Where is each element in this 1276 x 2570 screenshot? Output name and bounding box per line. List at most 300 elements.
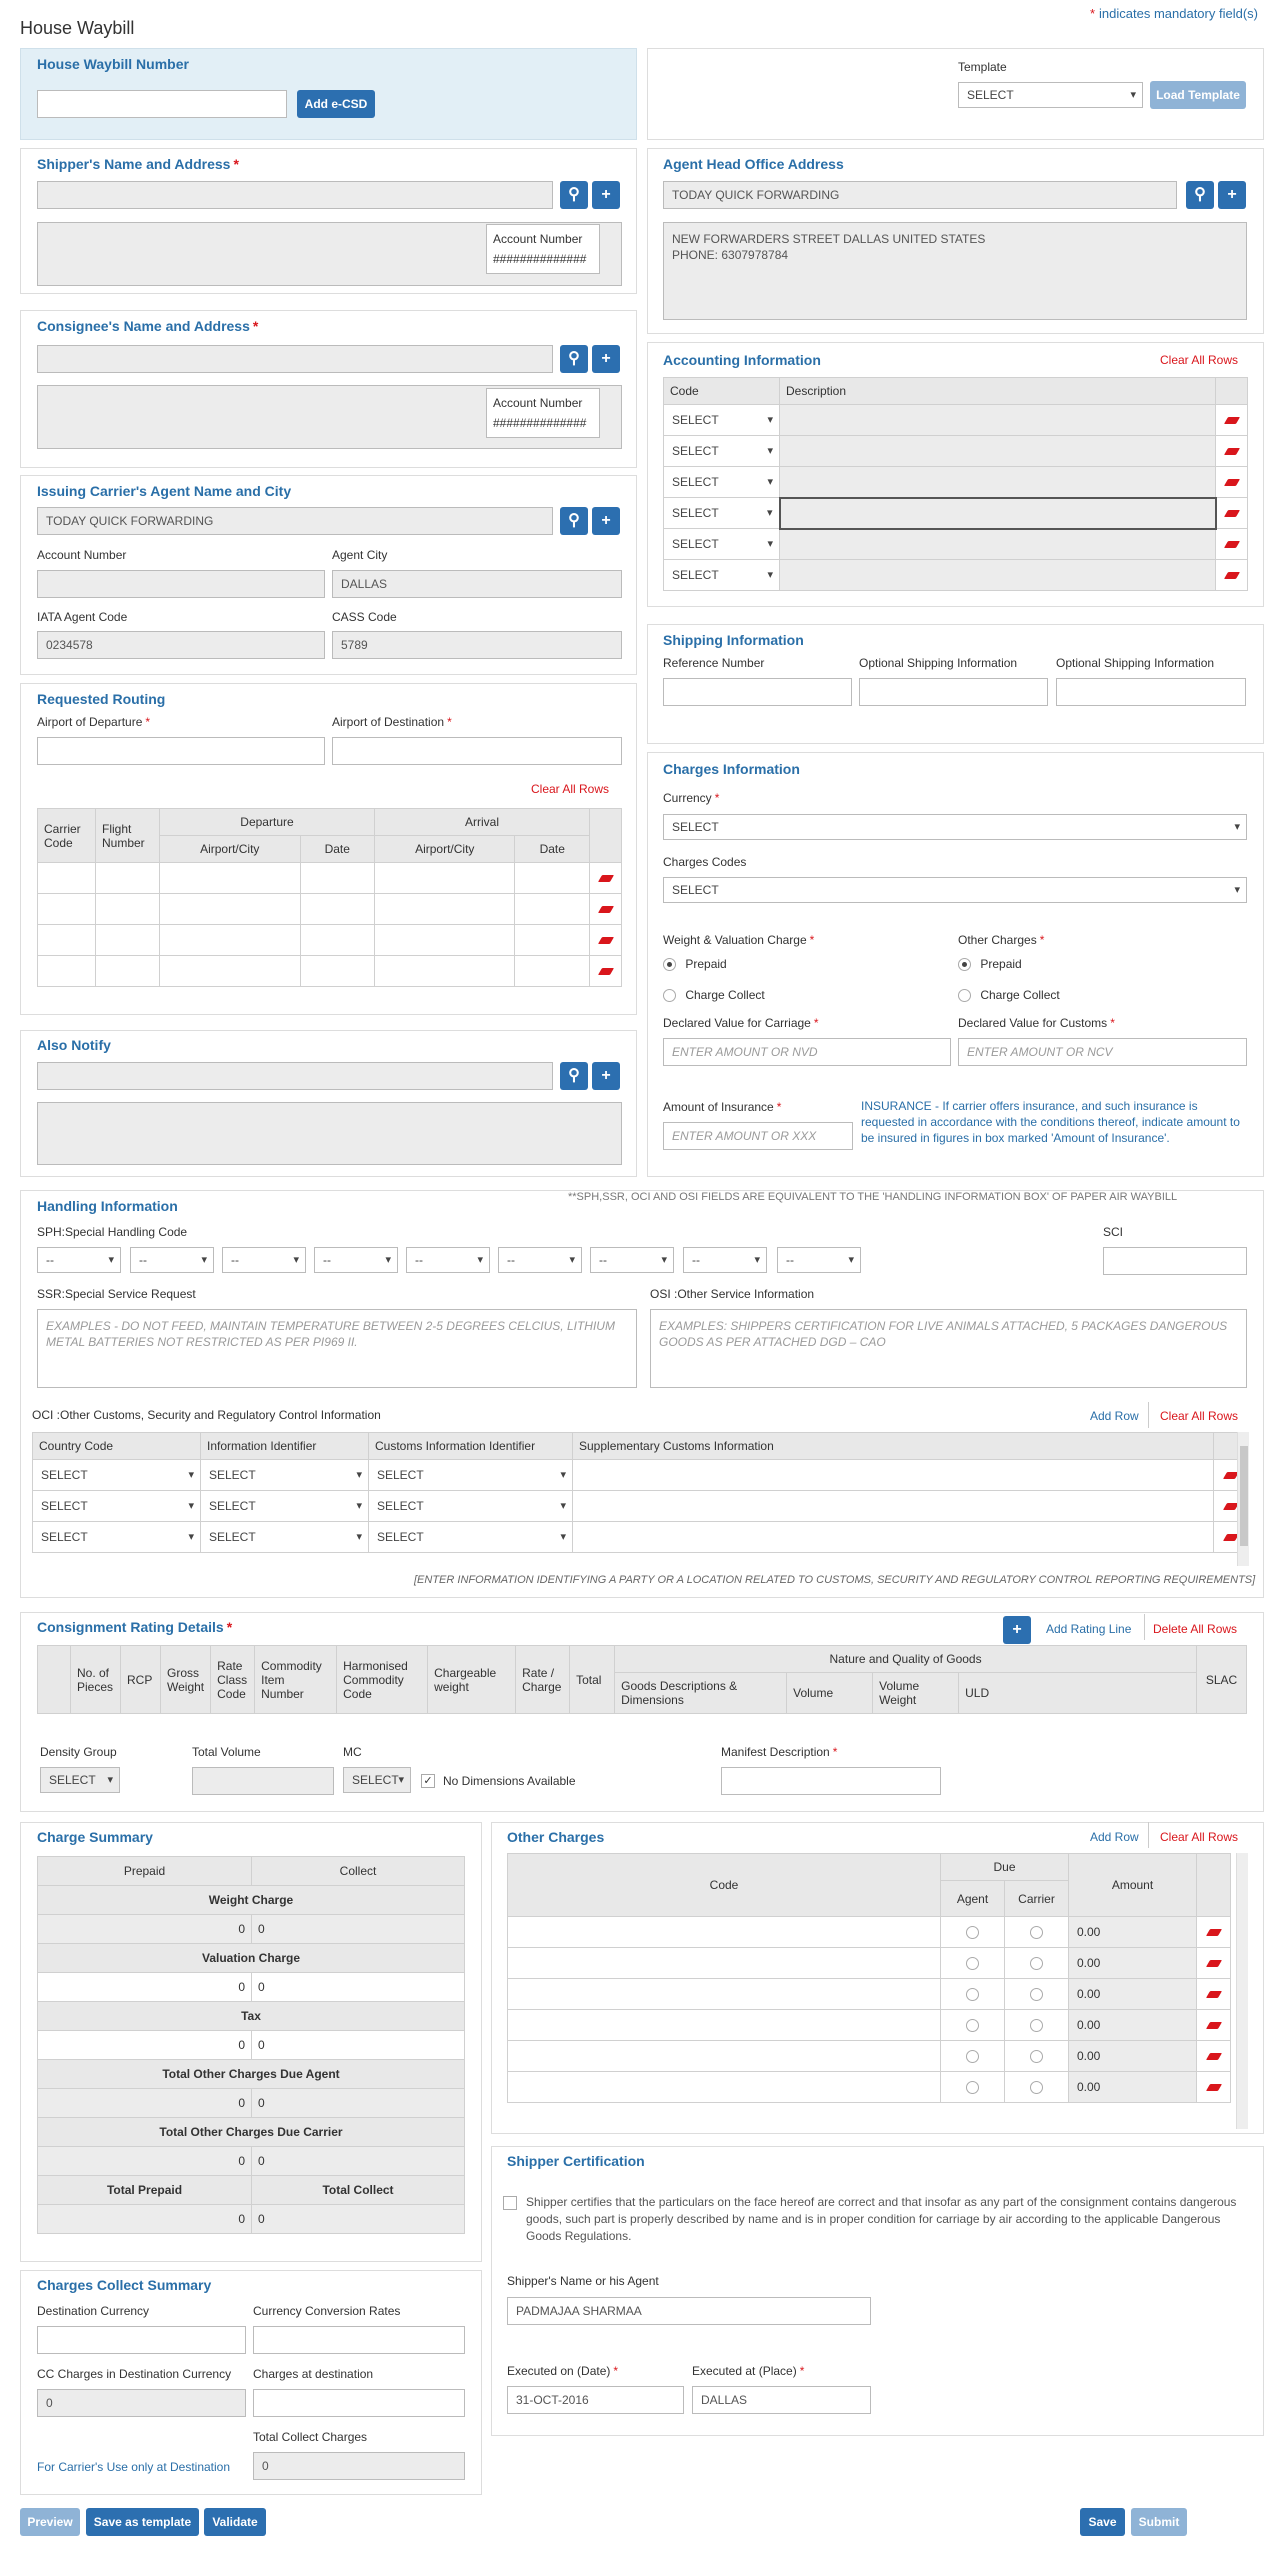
radio-selected-icon[interactable] — [958, 958, 971, 971]
other-charges-clear-link[interactable]: Clear All Rows — [1160, 1830, 1239, 1844]
eraser-icon[interactable] — [597, 937, 613, 944]
cs-total-prepaid-value: 0 — [38, 2205, 252, 2234]
oci-scrollbar[interactable] — [1237, 1432, 1249, 1566]
oci-col-info: Information Identifier — [201, 1433, 369, 1460]
also-notify-title: Also Notify — [37, 1037, 111, 1053]
table-row — [508, 2072, 1231, 2103]
cs-weight-label: Weight Charge — [38, 1886, 465, 1915]
sph-select-8[interactable]: -- ▾ — [683, 1247, 767, 1273]
oci-footer-note: [ENTER INFORMATION IDENTIFYING A PARTY OR A LOCATION RELATED TO CUSTOMS, SECURITY AND REGULATORY CONTROL REPORTING REQUIREMENTS] — [414, 1574, 1256, 1586]
hwb-title: House Waybill Number — [37, 56, 189, 72]
oci-customs-select[interactable]: SELECT ▾ — [369, 1522, 572, 1552]
cc-charges-label: CC Charges in Destination Currency — [37, 2367, 232, 2381]
conv-rates-label: Currency Conversion Rates — [253, 2304, 401, 2318]
radio-icon[interactable] — [966, 1926, 979, 1939]
consignee-title — [37, 318, 258, 334]
consignee-search-icon[interactable]: ⚲ — [560, 345, 588, 373]
consignment-title — [37, 1619, 232, 1635]
routing-cell[interactable] — [96, 894, 160, 925]
oci-table — [32, 1432, 1248, 1553]
radio-icon[interactable] — [966, 1988, 979, 2001]
shipper-search-icon[interactable]: ⚲ — [560, 181, 588, 209]
routing-cell[interactable] — [515, 863, 590, 894]
agent-ho-address-textarea[interactable] — [663, 222, 1247, 320]
other-charges-label-text: Other Charges — [958, 933, 1037, 947]
shipping-title: Shipping Information — [663, 632, 804, 648]
table-row — [508, 1979, 1231, 2010]
cc-charges-input[interactable]: 0 — [37, 2389, 246, 2417]
insurance-input[interactable]: ENTER AMOUNT OR XXX — [663, 1122, 853, 1150]
density-select[interactable]: SELECT ▾ — [40, 1767, 120, 1793]
oc-code-input[interactable] — [508, 1917, 941, 1948]
required-marker: * — [252, 318, 259, 334]
consignee-name-input[interactable] — [37, 345, 553, 373]
consignment-col-rate: Rate / Charge — [516, 1646, 570, 1714]
consignment-col-select — [38, 1646, 71, 1714]
routing-cell[interactable] — [300, 956, 374, 987]
manifest-input[interactable] — [721, 1767, 941, 1795]
eraser-icon[interactable] — [1223, 479, 1239, 486]
routing-col-action — [590, 809, 622, 863]
also-notify-add-icon[interactable]: + — [592, 1062, 620, 1090]
also-notify-search-icon[interactable]: ⚲ — [560, 1062, 588, 1090]
density-label: Density Group — [40, 1745, 117, 1759]
executed-place-label-text: Executed at (Place) — [692, 2364, 797, 2378]
oci-customs-select[interactable]: SELECT ▾ — [369, 1460, 572, 1490]
consignee-add-icon[interactable]: + — [592, 345, 620, 373]
table-row — [508, 2041, 1231, 2072]
routing-clear-link[interactable]: Clear All Rows — [531, 782, 610, 796]
template-select[interactable]: SELECT ▾ — [958, 82, 1143, 108]
eraser-icon[interactable] — [1223, 417, 1239, 424]
save-button[interactable]: Save — [1080, 2508, 1125, 2536]
cs-valuation-collect[interactable]: 0 — [252, 1973, 465, 2002]
routing-cell[interactable] — [374, 956, 515, 987]
consignment-col-chargeable: Chargeable weight — [428, 1646, 516, 1714]
oc-amount[interactable]: 0.00 — [1069, 1979, 1197, 2010]
cs-tax-collect[interactable]: 0 — [252, 2031, 465, 2060]
oc-amount[interactable]: 0.00 — [1069, 1917, 1197, 1948]
eraser-icon[interactable] — [1205, 1929, 1221, 1936]
cc-summary-title: Charges Collect Summary — [37, 2277, 212, 2293]
accounting-desc-input[interactable] — [780, 560, 1216, 591]
cs-prepaid-header: Prepaid — [38, 1857, 252, 1886]
total-volume-input[interactable] — [192, 1767, 334, 1795]
osi-textarea[interactable]: EXAMPLES: SHIPPERS CERTIFICATION FOR LIVE ANIMALS ATTACHED, 5 PACKAGES DANGEROUS GOODS AS PER ATTACHED DGD – CAO — [650, 1309, 1247, 1388]
charges-codes-label: Charges Codes — [663, 855, 747, 869]
required-marker: * — [799, 2364, 805, 2378]
sph-select-4[interactable]: -- ▾ — [314, 1247, 398, 1273]
oc-collect-label: Charge Collect — [980, 988, 1060, 1002]
required-marker: * — [809, 933, 815, 947]
charges-dest-input[interactable] — [253, 2389, 465, 2417]
eraser-icon[interactable] — [597, 968, 613, 975]
radio-icon[interactable] — [966, 2081, 979, 2094]
total-collect-input[interactable]: 0 — [253, 2452, 465, 2480]
reference-label: Reference Number — [663, 656, 765, 670]
add-rating-line-link[interactable]: Add Rating Line — [1046, 1622, 1132, 1636]
charges-dest-label: Charges at destination — [253, 2367, 374, 2381]
accounting-desc-input[interactable] — [780, 467, 1216, 498]
issuing-account-label: Account Number — [37, 548, 127, 562]
oc-amount[interactable]: 0.00 — [1069, 1948, 1197, 1979]
consignment-col-total: Total — [570, 1646, 615, 1714]
eraser-icon[interactable] — [1205, 2053, 1221, 2060]
accounting-clear-link[interactable]: Clear All Rows — [1160, 353, 1239, 367]
radio-icon[interactable] — [663, 989, 676, 1002]
routing-cell[interactable] — [38, 925, 96, 956]
issuing-account-input[interactable] — [37, 570, 325, 598]
accounting-desc-input[interactable] — [780, 498, 1216, 529]
shipper-agent-name-input[interactable]: PADMAJAA SHARMAA — [507, 2297, 871, 2325]
shipper-name-input[interactable] — [37, 181, 553, 209]
mc-select[interactable]: SELECT ▾ — [343, 1767, 411, 1793]
routing-cell[interactable] — [160, 925, 301, 956]
other-charges-scrollbar[interactable] — [1236, 1853, 1248, 2129]
accounting-code-select[interactable]: SELECT ▾ — [664, 405, 779, 435]
accounting-code-select[interactable]: SELECT ▾ — [664, 467, 779, 497]
accounting-desc-input[interactable] — [780, 529, 1216, 560]
consignment-col-volume: Volume — [787, 1673, 873, 1714]
preview-button[interactable]: Preview — [20, 2508, 80, 2536]
routing-cell[interactable] — [96, 863, 160, 894]
eraser-icon[interactable] — [597, 875, 613, 882]
shipper-account-value: ############## — [493, 252, 587, 266]
required-marker: * — [832, 1745, 838, 1759]
optional-info-label-2: Optional Shipping Information — [1056, 656, 1215, 670]
cs-due-agent-collect: 0 — [252, 2089, 465, 2118]
routing-cell[interactable] — [38, 956, 96, 987]
issuing-search-icon[interactable]: ⚲ — [560, 507, 588, 535]
table-row — [38, 925, 622, 956]
routing-cell[interactable] — [96, 956, 160, 987]
eraser-icon[interactable] — [1205, 1960, 1221, 1967]
shipper-account-label: Account Number — [493, 232, 583, 246]
radio-icon[interactable] — [1030, 1988, 1043, 2001]
iata-code-input[interactable]: 0234578 — [37, 631, 325, 659]
eraser-icon[interactable] — [597, 906, 613, 913]
departure-airport-input[interactable] — [37, 737, 325, 765]
oc-prepaid-label: Prepaid — [980, 957, 1022, 971]
eraser-icon[interactable] — [1224, 510, 1240, 517]
oc-code-input[interactable] — [508, 2072, 941, 2103]
eraser-icon[interactable] — [1223, 541, 1239, 548]
radio-icon[interactable] — [966, 2019, 979, 2032]
validate-button[interactable]: Validate — [204, 2508, 266, 2536]
cs-due-carrier-collect: 0 — [252, 2147, 465, 2176]
routing-col-arr-airport: Airport/City — [374, 836, 515, 863]
consignee-account-value: ############## — [493, 416, 587, 430]
table-row — [38, 956, 622, 987]
ssr-textarea[interactable]: EXAMPLES - DO NOT FEED, MAINTAIN TEMPERATURE BETWEEN 2-5 DEGREES CELCIUS, LITHIUM METAL BATTERIES NOT RESTRICTED AS PER PI969 II. — [37, 1309, 637, 1388]
routing-cell[interactable] — [515, 925, 590, 956]
wv-collect-label: Charge Collect — [685, 988, 765, 1002]
shipper-account-box[interactable] — [486, 224, 600, 274]
accounting-desc-input[interactable] — [780, 405, 1216, 436]
dv-customs-label — [958, 1016, 1115, 1030]
destination-airport-input[interactable] — [332, 737, 622, 765]
accounting-col-action — [1216, 378, 1248, 405]
cs-due-agent-prepaid: 0 — [38, 2089, 252, 2118]
currency-select[interactable]: SELECT ▾ — [663, 814, 1247, 840]
cs-tax-label: Tax — [38, 2002, 465, 2031]
executed-date-input[interactable]: 31-OCT-2016 — [507, 2386, 684, 2414]
oc-col-due: Due — [941, 1854, 1069, 1881]
issuing-add-icon[interactable]: + — [592, 507, 620, 535]
routing-col-flight: Flight Number — [96, 809, 160, 863]
cs-weight-prepaid: 0 — [38, 1915, 252, 1944]
table-row — [38, 894, 622, 925]
routing-cell[interactable] — [374, 863, 515, 894]
radio-icon[interactable] — [966, 1957, 979, 1970]
oc-amount[interactable]: 0.00 — [1069, 2072, 1197, 2103]
oc-col-agent: Agent — [941, 1881, 1005, 1917]
mandatory-star: * — [1089, 6, 1096, 21]
delete-all-rows-link[interactable]: Delete All Rows — [1153, 1622, 1238, 1636]
wv-collect-option[interactable] — [663, 988, 765, 1002]
shipper-add-icon[interactable]: + — [592, 181, 620, 209]
table-row — [664, 436, 1248, 467]
cass-code-input[interactable]: 5789 — [332, 631, 622, 659]
sci-input[interactable] — [1103, 1247, 1247, 1275]
accounting-code-select[interactable]: SELECT ▾ — [664, 436, 779, 466]
radio-icon[interactable] — [1030, 2019, 1043, 2032]
also-notify-address-textarea[interactable] — [37, 1102, 622, 1165]
cs-due-agent-label: Total Other Charges Due Agent — [38, 2060, 465, 2089]
oc-code-input[interactable] — [508, 2041, 941, 2072]
table-row — [664, 560, 1248, 591]
other-charges-table — [507, 1853, 1231, 2103]
wv-prepaid-option[interactable] — [663, 957, 727, 971]
table-row — [664, 405, 1248, 436]
routing-cell[interactable] — [160, 894, 301, 925]
agent-ho-add-icon[interactable]: + — [1218, 181, 1246, 209]
accounting-code-select[interactable]: SELECT ▾ — [664, 560, 779, 590]
oc-code-input[interactable] — [508, 2010, 941, 2041]
accounting-code-select[interactable]: SELECT ▾ — [664, 498, 779, 528]
oc-amount[interactable]: 0.00 — [1069, 2041, 1197, 2072]
sph-select-9[interactable]: -- ▾ — [777, 1247, 861, 1273]
oc-col-amount: Amount — [1069, 1854, 1197, 1917]
oc-col-carrier: Carrier — [1005, 1881, 1069, 1917]
cs-total-prepaid-label: Total Prepaid — [38, 2176, 252, 2205]
submit-button[interactable]: Submit — [1131, 2508, 1187, 2536]
load-template-button[interactable]: Load Template — [1150, 81, 1246, 109]
radio-icon[interactable] — [958, 989, 971, 1002]
other-charges-add-row-link[interactable]: Add Row — [1090, 1830, 1139, 1844]
sph-select-5[interactable]: -- ▾ — [406, 1247, 490, 1273]
sph-select-2[interactable]: -- ▾ — [130, 1247, 214, 1273]
oci-customs-select[interactable]: SELECT ▾ — [369, 1491, 572, 1521]
cs-collect-header: Collect — [252, 1857, 465, 1886]
agent-ho-title: Agent Head Office Address — [663, 156, 844, 172]
scrollbar-thumb[interactable] — [1240, 1446, 1248, 1546]
sci-label: SCI — [1103, 1225, 1124, 1239]
required-marker: * — [233, 156, 239, 172]
charge-summary-title: Charge Summary — [37, 1829, 153, 1845]
charges-info-title: Charges Information — [663, 761, 800, 777]
oc-col-action — [1197, 1854, 1231, 1917]
table-row — [664, 467, 1248, 498]
consignee-account-box[interactable] — [486, 388, 600, 438]
template-label: Template — [958, 60, 1007, 74]
issuing-city-input[interactable]: DALLAS — [332, 570, 622, 598]
radio-icon[interactable] — [1030, 2050, 1043, 2063]
consignment-col-gross: Gross Weight — [161, 1646, 211, 1714]
iata-code-label: IATA Agent Code — [37, 610, 128, 624]
routing-cell[interactable] — [374, 894, 515, 925]
required-marker: * — [813, 1016, 819, 1030]
radio-selected-icon[interactable] — [663, 958, 676, 971]
consignment-col-commodity: Commodity Item Number — [255, 1646, 337, 1714]
sph-label: SPH:Special Handling Code — [37, 1225, 188, 1239]
agent-ho-search-icon[interactable]: ⚲ — [1186, 181, 1214, 209]
also-notify-name-input[interactable] — [37, 1062, 553, 1090]
eraser-icon[interactable] — [1205, 2022, 1221, 2029]
wv-charge-label — [663, 933, 814, 947]
departure-label — [37, 715, 150, 729]
sph-select-6[interactable]: -- ▾ — [498, 1247, 582, 1273]
oci-info-select[interactable]: SELECT ▾ — [201, 1522, 368, 1552]
osi-label: OSI :Other Service Information — [650, 1287, 815, 1301]
sph-select-7[interactable]: -- ▾ — [590, 1247, 674, 1273]
cs-due-carrier-prepaid: 0 — [38, 2147, 252, 2176]
table-row — [33, 1460, 1248, 1491]
handling-note: **SPH,SSR, OCI AND OSI FIELDS ARE EQUIVALENT TO THE 'HANDLING INFORMATION BOX' OF PAPER AIR WAYBILL — [568, 1191, 1178, 1203]
oci-supp-input[interactable] — [573, 1460, 1214, 1491]
oci-info-select[interactable]: SELECT ▾ — [201, 1460, 368, 1490]
routing-cell[interactable] — [38, 863, 96, 894]
oc-prepaid-option[interactable] — [958, 957, 1022, 971]
consignment-col-slac: SLAC — [1197, 1646, 1247, 1714]
oci-country-select[interactable]: SELECT ▾ — [33, 1491, 200, 1521]
no-dimensions-label: No Dimensions Available — [443, 1774, 576, 1788]
table-row — [38, 863, 622, 894]
sph-select-3[interactable]: -- ▾ — [222, 1247, 306, 1273]
oci-clear-link[interactable]: Clear All Rows — [1160, 1409, 1239, 1423]
oci-add-row-link[interactable]: Add Row — [1090, 1409, 1139, 1423]
dv-carriage-input[interactable]: ENTER AMOUNT OR NVD — [663, 1038, 951, 1066]
agent-ho-name-input[interactable]: TODAY QUICK FORWARDING — [663, 181, 1177, 209]
manifest-label — [721, 1745, 837, 1759]
insurance-note: INSURANCE - If carrier offers insurance, and such insurance is requested in accordance with the conditions thereof, indicate amount to be insured in figures in box marked 'Amount of Insurance'. — [861, 1099, 1240, 1145]
cs-valuation-label: Valuation Charge — [38, 1944, 465, 1973]
cs-valuation-prepaid[interactable]: 0 — [38, 1973, 252, 2002]
eraser-icon[interactable] — [1205, 1991, 1221, 1998]
total-collect-label: Total Collect Charges — [253, 2430, 368, 2444]
table-row — [33, 1522, 1248, 1553]
currency-label — [663, 791, 719, 805]
checkbox-checked-icon[interactable]: ✓ — [421, 1774, 435, 1788]
accounting-code-select[interactable]: SELECT ▾ — [664, 529, 779, 559]
ssr-label: SSR:Special Service Request — [37, 1287, 196, 1301]
dv-carriage-label-text: Declared Value for Carriage — [663, 1016, 811, 1030]
routing-cell[interactable] — [300, 863, 374, 894]
add-ecsd-button[interactable]: Add e-CSD — [297, 90, 375, 118]
dv-customs-input[interactable]: ENTER AMOUNT OR NCV — [958, 1038, 1247, 1066]
oci-country-select[interactable]: SELECT ▾ — [33, 1522, 200, 1552]
routing-cell[interactable] — [300, 894, 374, 925]
consignment-col-harmonised: Harmonised Commodity Code — [337, 1646, 428, 1714]
radio-icon[interactable] — [1030, 2081, 1043, 2094]
page-title: House Waybill — [20, 18, 135, 38]
oci-country-select[interactable]: SELECT ▾ — [33, 1460, 200, 1490]
oci-supp-input[interactable] — [573, 1491, 1214, 1522]
routing-title: Requested Routing — [37, 691, 166, 707]
dv-customs-label-text: Declared Value for Customs — [958, 1016, 1108, 1030]
oc-amount[interactable]: 0.00 — [1069, 2010, 1197, 2041]
table-row — [664, 529, 1248, 560]
radio-icon[interactable] — [966, 2050, 979, 2063]
radio-icon[interactable] — [1030, 1957, 1043, 1970]
executed-place-input[interactable]: DALLAS — [692, 2386, 871, 2414]
insurance-label — [663, 1100, 781, 1114]
routing-cell[interactable] — [160, 956, 301, 987]
add-rating-icon[interactable]: + — [1003, 1616, 1031, 1644]
optional-info-input-1[interactable] — [859, 678, 1048, 706]
routing-col-dep-date: Date — [300, 836, 374, 863]
dest-currency-input[interactable] — [37, 2326, 246, 2354]
required-marker: * — [776, 1100, 782, 1114]
shipper-title-text: Shipper's Name and Address — [37, 156, 231, 172]
oci-supp-input[interactable] — [573, 1522, 1214, 1553]
oc-code-input[interactable] — [508, 1979, 941, 2010]
optional-info-input-2[interactable] — [1056, 678, 1246, 706]
radio-icon[interactable] — [1030, 1926, 1043, 1939]
routing-cell[interactable] — [300, 925, 374, 956]
oci-info-select[interactable]: SELECT ▾ — [201, 1491, 368, 1521]
routing-cell[interactable] — [160, 863, 301, 894]
sph-select-1[interactable]: -- ▾ — [37, 1247, 121, 1273]
routing-cell[interactable] — [515, 956, 590, 987]
required-marker: * — [1039, 933, 1045, 947]
table-row — [33, 1491, 1248, 1522]
routing-cell[interactable] — [96, 925, 160, 956]
routing-col-dep-airport: Airport/City — [160, 836, 301, 863]
routing-cell[interactable] — [374, 925, 515, 956]
other-charges-label — [958, 933, 1044, 947]
routing-col-carrier: Carrier Code — [38, 809, 96, 863]
oc-collect-option[interactable] — [958, 988, 1060, 1002]
eraser-icon[interactable] — [1223, 572, 1239, 579]
mandatory-note-text: indicates mandatory field(s) — [1099, 6, 1258, 21]
conv-rates-input[interactable] — [253, 2326, 465, 2354]
cass-code-label: CASS Code — [332, 610, 397, 624]
routing-table — [37, 808, 622, 987]
charges-codes-select[interactable]: SELECT ▾ — [663, 877, 1247, 903]
save-template-button[interactable]: Save as template — [86, 2508, 199, 2536]
eraser-icon[interactable] — [1223, 448, 1239, 455]
accounting-desc-input[interactable] — [780, 436, 1216, 467]
checkbox-icon[interactable] — [503, 2196, 517, 2210]
shipper-agent-name-label: Shipper's Name or his Agent — [507, 2274, 659, 2288]
reference-input[interactable] — [663, 678, 852, 706]
oc-code-input[interactable] — [508, 1948, 941, 1979]
shipper-cert-text: Shipper certifies that the particulars on the face hereof are correct and that insofar as any part of the consignment contains dangerous goods, such part is properly described by name and is in proper condition for carriage by air according to the applicable Dangerous Goods Regulations. — [526, 2195, 1237, 2243]
routing-cell[interactable] — [515, 894, 590, 925]
hwb-number-input[interactable] — [37, 90, 287, 118]
routing-col-departure: Departure — [160, 809, 375, 836]
routing-col-arr-date: Date — [515, 836, 590, 863]
accounting-col-desc: Description — [780, 378, 1216, 405]
routing-cell[interactable] — [38, 894, 96, 925]
eraser-icon[interactable] — [1205, 2084, 1221, 2091]
separator — [1148, 1822, 1149, 1848]
issuing-name-input[interactable]: TODAY QUICK FORWARDING — [37, 507, 553, 535]
required-marker: * — [613, 2364, 619, 2378]
cs-tax-prepaid[interactable]: 0 — [38, 2031, 252, 2060]
consignee-title-text: Consignee's Name and Address — [37, 318, 250, 334]
